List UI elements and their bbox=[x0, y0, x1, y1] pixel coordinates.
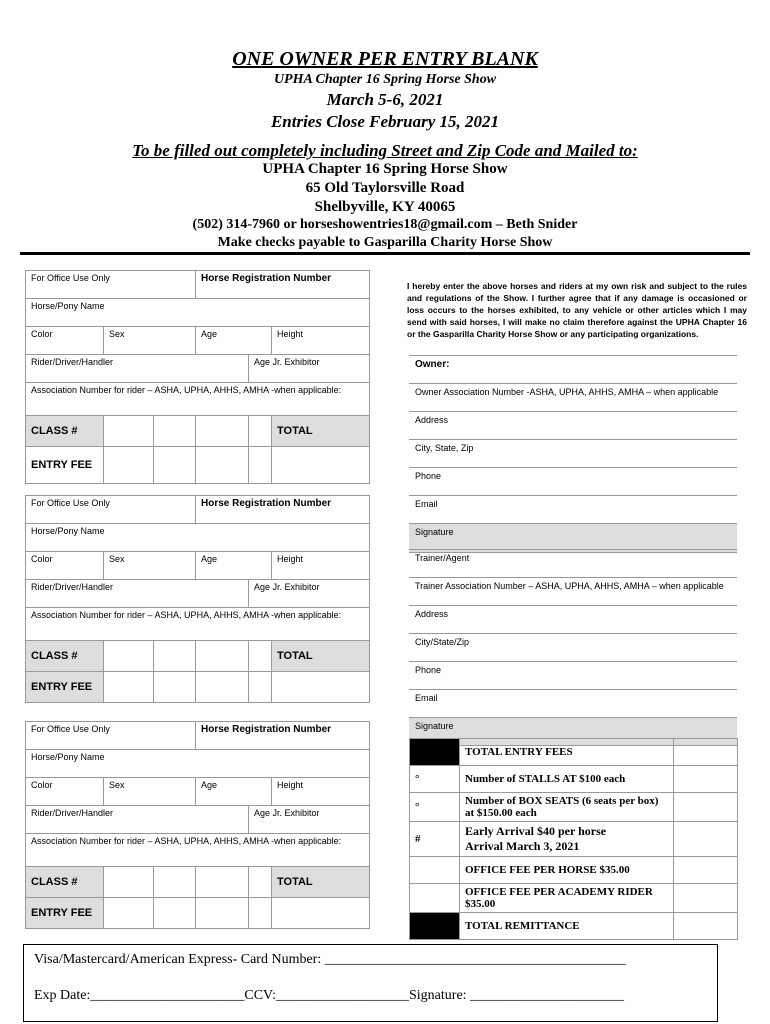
header-divider bbox=[20, 252, 750, 255]
office-fee-horse-amount[interactable] bbox=[674, 857, 738, 884]
entries-close: Entries Close February 15, 2021 bbox=[270, 112, 500, 131]
office-fee-academy-amount[interactable] bbox=[674, 884, 738, 913]
exp-ccv-signature-field[interactable]: Exp Date:______________________CCV:___________________Signature: ______________________ bbox=[34, 988, 625, 1003]
form-title: ONE OWNER PER ENTRY BLANK bbox=[232, 48, 538, 70]
owner-phone-field[interactable]: Phone bbox=[409, 468, 737, 496]
rider-field[interactable]: Rider/Driver/Handler bbox=[26, 806, 249, 834]
total-remittance-label: TOTAL REMITTANCE bbox=[460, 913, 674, 940]
mail-instruction: To be filled out completely including Street and Zip Code and Mailed to: bbox=[132, 141, 638, 160]
class-cell[interactable] bbox=[104, 416, 154, 447]
trainer-section bbox=[409, 549, 737, 746]
trainer-signature-field[interactable]: Signature bbox=[409, 718, 737, 746]
office-fee-academy-label: OFFICE FEE PER ACADEMY RIDER $35.00 bbox=[460, 884, 674, 913]
stalls-amount[interactable] bbox=[674, 766, 738, 793]
color-field[interactable]: Color bbox=[26, 778, 104, 806]
office-fee-qty[interactable] bbox=[410, 857, 460, 884]
fee-cell[interactable] bbox=[104, 898, 154, 929]
owner-city-field[interactable]: City, State, Zip bbox=[409, 440, 737, 468]
horse-name-field[interactable]: Horse/Pony Name bbox=[26, 750, 370, 778]
total-remittance-amount[interactable] bbox=[674, 913, 738, 940]
total-label: TOTAL bbox=[272, 641, 370, 672]
early-arrival-qty[interactable]: # bbox=[410, 822, 460, 857]
show-dates: March 5-6, 2021 bbox=[326, 90, 444, 109]
fee-cell[interactable] bbox=[196, 447, 249, 484]
fee-cell[interactable] bbox=[104, 672, 154, 703]
class-cell[interactable] bbox=[249, 641, 272, 672]
trainer-email-field[interactable]: Email bbox=[409, 690, 737, 718]
color-field[interactable]: Color bbox=[26, 327, 104, 355]
entry-block-3 bbox=[25, 721, 370, 929]
fee-marker bbox=[410, 739, 460, 766]
fee-cell[interactable] bbox=[104, 447, 154, 484]
total-label: TOTAL bbox=[272, 416, 370, 447]
trainer-phone-field[interactable]: Phone bbox=[409, 662, 737, 690]
height-field[interactable]: Height bbox=[272, 778, 370, 806]
fee-cell[interactable] bbox=[249, 898, 272, 929]
office-use-field[interactable]: For Office Use Only bbox=[26, 271, 196, 299]
class-cell[interactable] bbox=[154, 867, 196, 898]
fee-marker bbox=[410, 913, 460, 940]
fee-cell[interactable] bbox=[154, 898, 196, 929]
payment-box bbox=[23, 944, 718, 1022]
fee-cell[interactable] bbox=[196, 672, 249, 703]
owner-signature-field[interactable]: Signature bbox=[409, 524, 737, 553]
mail-address-line2: 65 Old Taylorsville Road bbox=[305, 180, 465, 196]
class-cell[interactable] bbox=[196, 867, 249, 898]
total-entry-fees-label: TOTAL ENTRY FEES bbox=[460, 739, 674, 766]
total-label: TOTAL bbox=[272, 867, 370, 898]
fee-cell[interactable] bbox=[249, 447, 272, 484]
jr-exhibitor-field[interactable]: Age Jr. Exhibitor bbox=[249, 355, 370, 383]
horse-name-field[interactable]: Horse/Pony Name bbox=[26, 524, 370, 552]
stalls-label: Number of STALLS AT $100 each bbox=[460, 766, 674, 793]
color-field[interactable]: Color bbox=[26, 552, 104, 580]
liability-declaration: I hereby enter the above horses and riders at my own risk and subject to the rules and regulations of the Show. I further agree that if any damage is occasioned or loss occurs to the horses exhibited, to any vehicle or other articles which I may send with said horses, I will make no claim therefore against the UPHA Chapter 16 or the Gasparilla Charity Horse Show or any participating organizations. bbox=[407, 281, 747, 339]
mail-address-line3: Shelbyville, KY 40065 bbox=[314, 199, 456, 215]
entry-fee-label: ENTRY FEE bbox=[26, 672, 104, 703]
horse-registration-field[interactable]: Horse Registration Number bbox=[196, 722, 370, 750]
checks-payable: Make checks payable to Gasparilla Charity Horse Show bbox=[217, 235, 553, 250]
early-arrival-date: Arrival March 3, 2021 bbox=[465, 839, 580, 853]
class-cell[interactable] bbox=[249, 867, 272, 898]
fees-table bbox=[409, 738, 738, 940]
rider-field[interactable]: Rider/Driver/Handler bbox=[26, 580, 249, 608]
total-fee-cell[interactable] bbox=[272, 447, 370, 484]
class-cell[interactable] bbox=[154, 641, 196, 672]
early-arrival-label: Early Arrival $40 per horse bbox=[465, 824, 607, 838]
horse-registration-field[interactable]: Horse Registration Number bbox=[196, 496, 370, 524]
fee-cell[interactable] bbox=[154, 672, 196, 703]
association-number-field[interactable]: Association Number for rider – ASHA, UPHA, AHHS, AMHA -when applicable: bbox=[26, 608, 370, 641]
owner-email-field[interactable]: Email bbox=[409, 496, 737, 524]
class-cell[interactable] bbox=[154, 416, 196, 447]
trainer-field[interactable]: Trainer/Agent bbox=[409, 550, 737, 578]
class-number-label: CLASS # bbox=[26, 867, 104, 898]
age-field[interactable]: Age bbox=[196, 778, 272, 806]
sex-field[interactable]: Sex bbox=[104, 552, 196, 580]
office-fee-horse-label: OFFICE FEE PER HORSE $35.00 bbox=[460, 857, 674, 884]
association-number-field[interactable]: Association Number for rider – ASHA, UPHA, AHHS, AMHA -when applicable: bbox=[26, 834, 370, 867]
class-cell[interactable] bbox=[104, 867, 154, 898]
show-name: UPHA Chapter 16 Spring Horse Show bbox=[273, 72, 497, 87]
total-entry-fees-amount[interactable] bbox=[674, 739, 738, 766]
total-fee-cell[interactable] bbox=[272, 672, 370, 703]
fee-cell[interactable] bbox=[249, 672, 272, 703]
height-field[interactable]: Height bbox=[272, 327, 370, 355]
entry-fee-label: ENTRY FEE bbox=[26, 898, 104, 929]
class-number-label: CLASS # bbox=[26, 641, 104, 672]
entry-block-1 bbox=[25, 270, 370, 484]
contact-line: (502) 314-7960 or horseshowentries18@gmail.com – Beth Snider bbox=[192, 217, 578, 232]
box-seats-amount[interactable] bbox=[674, 793, 738, 822]
sex-field[interactable]: Sex bbox=[104, 778, 196, 806]
total-fee-cell[interactable] bbox=[272, 898, 370, 929]
stalls-qty[interactable]: ° bbox=[410, 766, 460, 793]
class-cell[interactable] bbox=[196, 416, 249, 447]
age-field[interactable]: Age bbox=[196, 552, 272, 580]
fee-cell[interactable] bbox=[196, 898, 249, 929]
owner-field[interactable]: Owner: bbox=[409, 356, 737, 384]
trainer-address-field[interactable]: Address bbox=[409, 606, 737, 634]
owner-address-field[interactable]: Address bbox=[409, 412, 737, 440]
fee-cell[interactable] bbox=[154, 447, 196, 484]
jr-exhibitor-field[interactable]: Age Jr. Exhibitor bbox=[249, 806, 370, 834]
horse-registration-field[interactable]: Horse Registration Number bbox=[196, 271, 370, 299]
class-number-label: CLASS # bbox=[26, 416, 104, 447]
entry-block-2 bbox=[25, 495, 370, 703]
age-field[interactable]: Age bbox=[196, 327, 272, 355]
office-use-field[interactable]: For Office Use Only bbox=[26, 496, 196, 524]
class-cell[interactable] bbox=[249, 416, 272, 447]
height-field[interactable]: Height bbox=[272, 552, 370, 580]
rider-field[interactable]: Rider/Driver/Handler bbox=[26, 355, 249, 383]
box-seats-qty[interactable]: ° bbox=[410, 793, 460, 822]
owner-section bbox=[409, 355, 737, 553]
trainer-association-field[interactable]: Trainer Association Number – ASHA, UPHA, AHHS, AMHA – when applicable bbox=[409, 578, 737, 606]
office-use-field[interactable]: For Office Use Only bbox=[26, 722, 196, 750]
association-number-field[interactable]: Association Number for rider – ASHA, UPHA, AHHS, AMHA -when applicable: bbox=[26, 383, 370, 416]
academy-fee-qty[interactable] bbox=[410, 884, 460, 913]
early-arrival-amount[interactable] bbox=[674, 822, 738, 857]
class-cell[interactable] bbox=[104, 641, 154, 672]
jr-exhibitor-field[interactable]: Age Jr. Exhibitor bbox=[249, 580, 370, 608]
horse-name-field[interactable]: Horse/Pony Name bbox=[26, 299, 370, 327]
owner-association-field[interactable]: Owner Association Number -ASHA, UPHA, AHHS, AMHA – when applicable bbox=[409, 384, 737, 412]
entry-fee-label: ENTRY FEE bbox=[26, 447, 104, 484]
class-cell[interactable] bbox=[196, 641, 249, 672]
trainer-city-field[interactable]: City/State/Zip bbox=[409, 634, 737, 662]
mail-address-line1: UPHA Chapter 16 Spring Horse Show bbox=[262, 161, 508, 177]
sex-field[interactable]: Sex bbox=[104, 327, 196, 355]
card-number-field[interactable]: Visa/Mastercard/American Express- Card Number: ___________________________________________ bbox=[34, 952, 626, 967]
box-seats-label: Number of BOX SEATS (6 seats per box) at $150.00 each bbox=[460, 793, 674, 822]
